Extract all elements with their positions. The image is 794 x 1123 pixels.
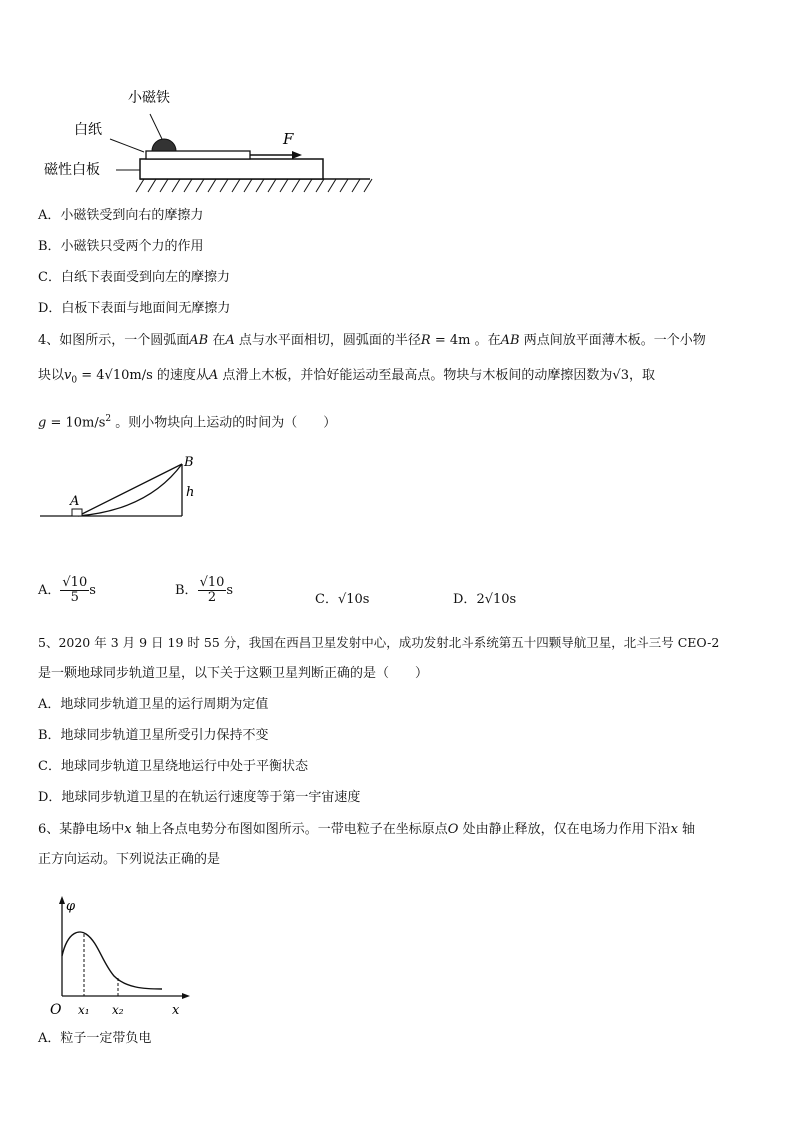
q5-stem-line2: 是一颗地球同步轨道卫星，以下关于这颗卫星判断正确的是（ ）	[38, 666, 429, 681]
q4-option-b: B． $\frac{√10}{2}$ s	[175, 575, 234, 605]
paper-sheet	[146, 151, 250, 159]
origin-label: O	[50, 1002, 62, 1018]
q3-option-b: B．小磁铁只受两个力的作用	[38, 239, 204, 254]
q5-stem-line1: 5、2020 年 3 月 9 日 19 时 55 分，我国在西昌卫星发射中心，成功发射北斗系统第五十四颗导航卫星，北斗三号 CEO-2	[38, 635, 720, 650]
q5-option-a: A．地球同步轨道卫星的运行周期为定值	[38, 697, 269, 712]
q4-stem-line3: $g = 10m/s^2$ 。则小物块向上运动的时间为（ ）	[38, 414, 337, 431]
q5-option-c: C．地球同步轨道卫星绕地运行中处于平衡状态	[38, 759, 308, 774]
point-b-label: B	[184, 455, 194, 470]
point-a-label: A	[70, 494, 80, 509]
whiteboard	[140, 159, 323, 179]
magnet-label: 小磁铁	[128, 90, 170, 106]
potential-curve	[62, 932, 162, 989]
q4-stem-line2: 块以$v_0 = 4√10m/s$ 的速度从A 点滑上木板，并恰好能运动至最高点。物块与木板间的动摩擦因数为√3，取	[38, 368, 655, 386]
q3-option-c: C．白纸下表面受到向左的摩擦力	[38, 270, 230, 285]
q6-option-a: A．粒子一定带负电	[38, 1031, 152, 1046]
x-axis-label: x	[172, 1003, 180, 1018]
q4-option-d: D．2√10s	[453, 592, 517, 607]
height-label: h	[186, 485, 195, 500]
q6-stem-line1: 6、某静电场中x 轴上各点电势分布图如图所示。一带电粒子在坐标原点O 处由静止释放，仅在电场力作用下沿x 轴	[38, 822, 696, 837]
q5-option-d: D．地球同步轨道卫星的在轨运行速度等于第一宇宙速度	[38, 790, 361, 805]
board-label: 磁性白板	[44, 162, 100, 178]
x1-label: x₁	[78, 1003, 90, 1017]
q3-option-a: A．小磁铁受到向右的摩擦力	[38, 208, 204, 223]
x2-label: x₂	[112, 1003, 124, 1017]
q4-option-c: C．√10s	[315, 592, 370, 607]
force-arrow	[292, 151, 302, 159]
potential-graph	[44, 892, 194, 1020]
force-label: F	[283, 130, 294, 148]
arc-incline-figure	[38, 452, 208, 524]
q5-option-b: B．地球同步轨道卫星所受引力保持不变	[38, 728, 269, 743]
q4-stem-line1: 4、如图所示，一个圆弧面AB 在A 点与水平面相切，圆弧面的半径R = 4m 。在AB 两点间放平面薄木板。一个小物	[38, 333, 706, 348]
paper-label: 白纸	[74, 122, 102, 138]
magnet	[152, 139, 176, 151]
magnet-whiteboard-figure	[40, 84, 380, 199]
q3-option-d: D．白板下表面与地面间无摩擦力	[38, 301, 231, 316]
q4-option-a: A． $\frac{√10}{5}$ s	[38, 575, 96, 605]
q6-stem-line2: 正方向运动。下列说法正确的是	[38, 852, 221, 867]
phi-label: φ	[66, 899, 76, 914]
